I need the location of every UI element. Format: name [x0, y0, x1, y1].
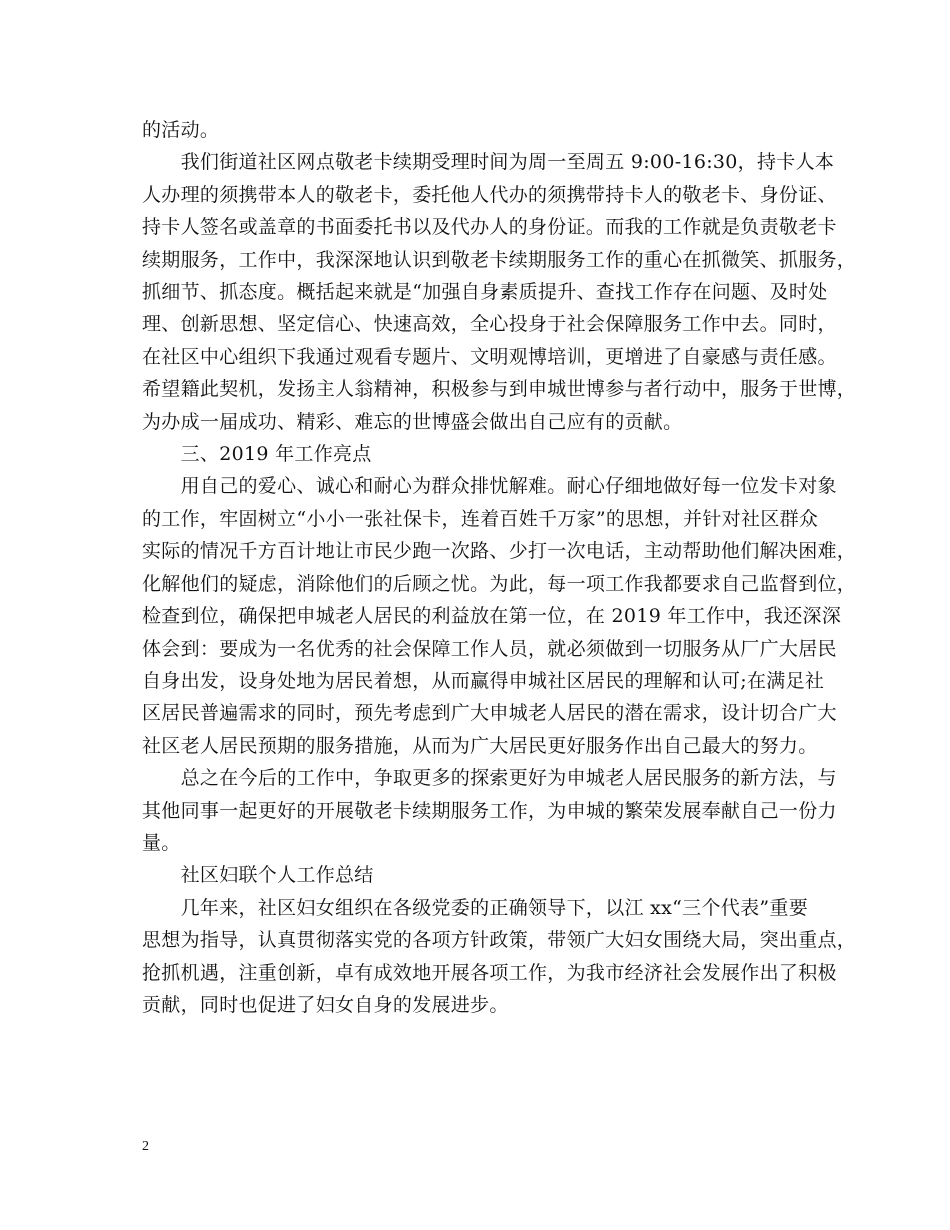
- text-line: 贡献，同时也促进了妇女自身的发展进步。: [142, 993, 509, 1016]
- section-heading: 社区妇联个人工作总结: [142, 864, 374, 887]
- text-line: 为办成一届成功、精彩、难忘的世博盛会做出自己应有的贡献。: [142, 410, 683, 433]
- text-line: 自身出发，设身处地为居民着想，从而赢得申城社区居民的理解和认可;在满足社: [142, 669, 825, 692]
- text-line: 用自己的爱心、诚心和耐心为群众排忧解难。耐心仔细地做好每一位发卡对象: [142, 475, 837, 498]
- text-line: 理、创新思想、坚定信心、快速高效，全心投身于社会保障服务工作中去。同时，: [142, 313, 837, 336]
- text-line: 我们街道社区网点敬老卡续期受理时间为周一至周五 9:00-16:30，持卡人本: [142, 151, 835, 174]
- text-line: 检查到位，确保把申城老人居民的利益放在第一位，在 2019 年工作中，我还深深: [142, 605, 842, 628]
- text-line: 的活动。: [142, 119, 220, 141]
- text-line: 社区老人居民预期的服务措施，从而为广大居民更好服务作出自己最大的努力。: [142, 734, 818, 757]
- text-line: 抓细节、抓态度。概括起来就是“加强自身素质提升、查找工作存在问题、及时处: [142, 281, 828, 304]
- section-heading: 三、2019 年工作亮点: [142, 443, 372, 466]
- text-line: 持卡人签名或盖章的书面委托书以及代办人的身份证。而我的工作就是负责敬老卡: [142, 216, 837, 239]
- text-line: 人办理的须携带本人的敬老卡，委托他人代办的须携带持卡人的敬老卡、身份证、: [142, 183, 837, 206]
- text-line: 总之在今后的工作中，争取更多的探索更好为申城老人居民服务的新方法，与: [142, 767, 837, 790]
- page-number: 2: [142, 1139, 149, 1154]
- text-line: 的工作，牢固树立“小小一张社保卡，连着百姓千万家”的思想，并针对社区群众: [142, 507, 819, 530]
- text-line: 希望籍此契机，发扬主人翁精神，积极参与到申城世博参与者行动中，服务于世博，: [142, 378, 857, 401]
- text-line: 体会到：要成为一名优秀的社会保障工作人员，就必须做到一切服务从厂广大居民: [142, 637, 837, 660]
- text-line: 实际的情况千方百计地让市民少跑一次路、少打一次电话，主动帮助他们解决困难，: [142, 540, 857, 563]
- document-body: [142, 114, 857, 1021]
- text-line: 抢抓机遇，注重创新，卓有成效地开展各项工作，为我市经济社会发展作出了积极: [142, 961, 837, 984]
- text-line: 其他同事一起更好的开展敬老卡续期服务工作，为申城的繁荣发展奉献自己一份力: [142, 799, 837, 822]
- text-line: 思想为指导，认真贯彻落实党的各项方针政策，带领广大妇女围绕大局，突出重点，: [142, 929, 857, 952]
- text-line: 在社区中心组织下我通过观看专题片、文明观博培训，更增进了自豪感与责任感。: [142, 345, 837, 368]
- text-line: 续期服务，工作中，我深深地认识到敬老卡续期服务工作的重心在抓微笑、抓服务，: [142, 248, 857, 271]
- text-line: 量。: [142, 831, 181, 854]
- text-line: 几年来，社区妇女组织在各级党委的正确领导下，以江 xx“三个代表”重要: [142, 896, 808, 919]
- text-line: 化解他们的疑虑，消除他们的后顾之忧。为此，每一项工作我都要求自己监督到位，: [142, 572, 857, 595]
- text-line: 区居民普遍需求的同时，预先考虑到广大申城老人居民的潜在需求，设计切合广大: [142, 702, 837, 725]
